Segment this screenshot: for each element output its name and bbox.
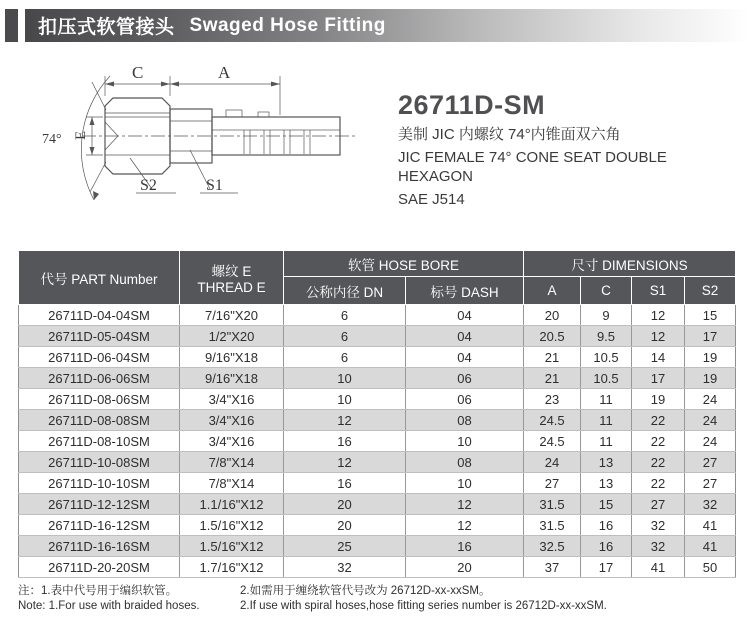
dim-e bbox=[73, 117, 103, 155]
table-cell: 26711D-20-20SM bbox=[19, 557, 180, 578]
table-cell: 31.5 bbox=[524, 515, 581, 536]
table-cell: 1.7/16"X12 bbox=[180, 557, 284, 578]
banner-accent-bar bbox=[5, 9, 18, 42]
table-cell: 04 bbox=[406, 347, 524, 368]
table-row bbox=[19, 410, 736, 431]
dim-a bbox=[170, 63, 280, 115]
table-cell: 32 bbox=[632, 515, 685, 536]
dim-label-e: E bbox=[73, 130, 89, 140]
table-cell: 7/8"X14 bbox=[180, 452, 284, 473]
col-header-s1: S1 bbox=[632, 277, 685, 305]
table-cell: 15 bbox=[581, 494, 632, 515]
table-cell: 3/4"X16 bbox=[180, 410, 284, 431]
table-cell: 9.5 bbox=[581, 326, 632, 347]
hose-shank bbox=[212, 110, 340, 155]
table-cell: 11 bbox=[581, 431, 632, 452]
table-row bbox=[19, 515, 736, 536]
table-cell: 20 bbox=[406, 557, 524, 578]
table-cell: 14 bbox=[632, 347, 685, 368]
table-cell: 9/16"X18 bbox=[180, 347, 284, 368]
table-cell: 7/8"X14 bbox=[180, 473, 284, 494]
table-cell: 24 bbox=[685, 410, 736, 431]
angle-label: 74° bbox=[42, 132, 62, 147]
table-cell: 37 bbox=[524, 557, 581, 578]
table-cell: 23 bbox=[524, 389, 581, 410]
s1-label: S1 bbox=[206, 177, 223, 194]
table-cell: 12 bbox=[406, 515, 524, 536]
table-cell: 17 bbox=[632, 368, 685, 389]
table-cell: 50 bbox=[685, 557, 736, 578]
table-cell: 11 bbox=[581, 410, 632, 431]
table-cell: 26711D-06-06SM bbox=[19, 368, 180, 389]
table-cell: 13 bbox=[581, 473, 632, 494]
table-row bbox=[19, 368, 736, 389]
table-cell: 04 bbox=[406, 305, 524, 326]
table-cell: 06 bbox=[406, 368, 524, 389]
table-cell: 24.5 bbox=[524, 431, 581, 452]
table-cell: 12 bbox=[632, 326, 685, 347]
table-cell: 17 bbox=[685, 326, 736, 347]
col-header-dash: 标号 DASH bbox=[406, 277, 524, 305]
table-cell: 26711D-16-12SM bbox=[19, 515, 180, 536]
table-cell: 12 bbox=[632, 305, 685, 326]
table-cell: 26711D-08-06SM bbox=[19, 389, 180, 410]
group-header-hose-bore: 软管 HOSE BORE bbox=[284, 251, 524, 277]
col-header-part-number: 代号 PART Number bbox=[19, 251, 180, 305]
table-cell: 22 bbox=[632, 410, 685, 431]
table-cell: 12 bbox=[406, 494, 524, 515]
table-cell: 16 bbox=[406, 536, 524, 557]
table-cell: 7/16"X20 bbox=[180, 305, 284, 326]
table-cell: 16 bbox=[284, 473, 406, 494]
table-cell: 6 bbox=[284, 347, 406, 368]
footnote-en bbox=[18, 599, 735, 614]
product-info bbox=[398, 90, 743, 209]
table-cell: 12 bbox=[284, 410, 406, 431]
product-model: 26711D-SM bbox=[398, 90, 546, 120]
footnote-zh-1: 注：1.表中代号用于编织软管。 bbox=[18, 585, 178, 597]
table-cell: 1.5/16"X12 bbox=[180, 515, 284, 536]
col-header-c: C bbox=[581, 277, 632, 305]
table-row bbox=[19, 326, 736, 347]
table-row bbox=[19, 536, 736, 557]
footnote-zh bbox=[18, 584, 735, 599]
table-cell: 26711D-05-04SM bbox=[19, 326, 180, 347]
table-cell: 15 bbox=[685, 305, 736, 326]
page-banner bbox=[25, 9, 750, 42]
s2-label: S2 bbox=[140, 177, 157, 194]
table-row bbox=[19, 452, 736, 473]
footnote-zh-2: 2.如需用于缠绕软管代号改为 26712D-xx-xxSM。 bbox=[240, 585, 491, 597]
table-row bbox=[19, 473, 736, 494]
product-desc-en: JIC FEMALE 74° CONE SEAT DOUBLE HEXAGON bbox=[398, 149, 667, 185]
table-cell: 31.5 bbox=[524, 494, 581, 515]
table-cell: 26711D-16-16SM bbox=[19, 536, 180, 557]
technical-drawing bbox=[30, 60, 360, 215]
table-cell: 27 bbox=[632, 494, 685, 515]
banner-title-zh: 扣压式软管接头 bbox=[38, 17, 175, 38]
fitting-drawing-svg bbox=[30, 60, 360, 215]
table-cell: 32 bbox=[632, 536, 685, 557]
table-cell: 12 bbox=[284, 452, 406, 473]
spec-table-header bbox=[19, 251, 736, 305]
table-cell: 1.5/16"X12 bbox=[180, 536, 284, 557]
table-cell: 10 bbox=[406, 473, 524, 494]
table-cell: 6 bbox=[284, 326, 406, 347]
table-cell: 19 bbox=[632, 389, 685, 410]
table-cell: 16 bbox=[581, 515, 632, 536]
table-cell: 27 bbox=[685, 473, 736, 494]
dim-label-c: C bbox=[132, 63, 144, 82]
table-cell: 22 bbox=[632, 431, 685, 452]
table-cell: 10 bbox=[284, 389, 406, 410]
dim-label-a: A bbox=[218, 63, 231, 82]
table-cell: 26711D-10-10SM bbox=[19, 473, 180, 494]
table-cell: 3/4"X16 bbox=[180, 431, 284, 452]
table-cell: 19 bbox=[685, 368, 736, 389]
table-cell: 20 bbox=[284, 494, 406, 515]
table-row bbox=[19, 347, 736, 368]
table-cell: 16 bbox=[284, 431, 406, 452]
table-cell: 10 bbox=[284, 368, 406, 389]
product-standard: SAE J514 bbox=[398, 191, 465, 208]
col-header-thread-en: THREAD E bbox=[197, 280, 266, 295]
table-cell: 06 bbox=[406, 389, 524, 410]
dim-c bbox=[105, 63, 170, 96]
table-cell: 1/2"X20 bbox=[180, 326, 284, 347]
table-cell: 41 bbox=[632, 557, 685, 578]
table-cell: 10 bbox=[406, 431, 524, 452]
footnote-en-2: 2.If use with spiral hoses,hose fitting series number is 26712D-xx-xxSM. bbox=[240, 600, 607, 612]
table-cell: 24 bbox=[524, 452, 581, 473]
table-row bbox=[19, 389, 736, 410]
product-desc-zh: 美制 JIC 内螺纹 74°内锥面双六角 bbox=[398, 126, 621, 143]
table-cell: 22 bbox=[632, 473, 685, 494]
table-row bbox=[19, 305, 736, 326]
footnote-en-1: Note: 1.For use with braided hoses. bbox=[18, 600, 200, 612]
table-cell: 20 bbox=[284, 515, 406, 536]
table-cell: 27 bbox=[524, 473, 581, 494]
table-cell: 13 bbox=[581, 452, 632, 473]
footnotes bbox=[18, 584, 735, 614]
table-row bbox=[19, 431, 736, 452]
table-cell: 20.5 bbox=[524, 326, 581, 347]
table-cell: 22 bbox=[632, 452, 685, 473]
col-header-dn: 公称内径 DN bbox=[284, 277, 406, 305]
callout-s2 bbox=[130, 158, 176, 194]
table-cell: 20 bbox=[524, 305, 581, 326]
table-cell: 6 bbox=[284, 305, 406, 326]
table-cell: 08 bbox=[406, 452, 524, 473]
callout-s1 bbox=[190, 150, 238, 194]
table-row bbox=[19, 557, 736, 578]
table-cell: 1.1/16"X12 bbox=[180, 494, 284, 515]
table-cell: 32.5 bbox=[524, 536, 581, 557]
table-cell: 19 bbox=[685, 347, 736, 368]
table-cell: 10.5 bbox=[581, 368, 632, 389]
table-cell: 11 bbox=[581, 389, 632, 410]
table-cell: 26711D-08-10SM bbox=[19, 431, 180, 452]
table-cell: 17 bbox=[581, 557, 632, 578]
table-cell: 26711D-12-12SM bbox=[19, 494, 180, 515]
col-header-thread-zh: 螺纹 E bbox=[211, 264, 252, 279]
table-cell: 26711D-06-04SM bbox=[19, 347, 180, 368]
banner-title-en: Swaged Hose Fitting bbox=[189, 14, 386, 36]
table-cell: 21 bbox=[524, 347, 581, 368]
group-header-dimensions: 尺寸 DIMENSIONS bbox=[524, 251, 736, 277]
table-cell: 24.5 bbox=[524, 410, 581, 431]
table-cell: 21 bbox=[524, 368, 581, 389]
table-cell: 26711D-10-08SM bbox=[19, 452, 180, 473]
table-row bbox=[19, 494, 736, 515]
table-cell: 10.5 bbox=[581, 347, 632, 368]
table-cell: 24 bbox=[685, 431, 736, 452]
spec-table-body bbox=[19, 305, 736, 578]
col-header-a: A bbox=[524, 277, 581, 305]
table-cell: 27 bbox=[685, 452, 736, 473]
table-cell: 16 bbox=[581, 536, 632, 557]
table-cell: 9/16"X18 bbox=[180, 368, 284, 389]
spec-table bbox=[18, 250, 736, 578]
table-cell: 25 bbox=[284, 536, 406, 557]
table-cell: 41 bbox=[685, 515, 736, 536]
table-cell: 41 bbox=[685, 536, 736, 557]
table-cell: 26711D-08-08SM bbox=[19, 410, 180, 431]
table-cell: 24 bbox=[685, 389, 736, 410]
table-cell: 04 bbox=[406, 326, 524, 347]
table-cell: 08 bbox=[406, 410, 524, 431]
table-cell: 3/4"X16 bbox=[180, 389, 284, 410]
table-cell: 32 bbox=[685, 494, 736, 515]
table-cell: 9 bbox=[581, 305, 632, 326]
col-header-s2: S2 bbox=[685, 277, 736, 305]
col-header-thread bbox=[180, 251, 284, 305]
table-cell: 26711D-04-04SM bbox=[19, 305, 180, 326]
table-cell: 32 bbox=[284, 557, 406, 578]
